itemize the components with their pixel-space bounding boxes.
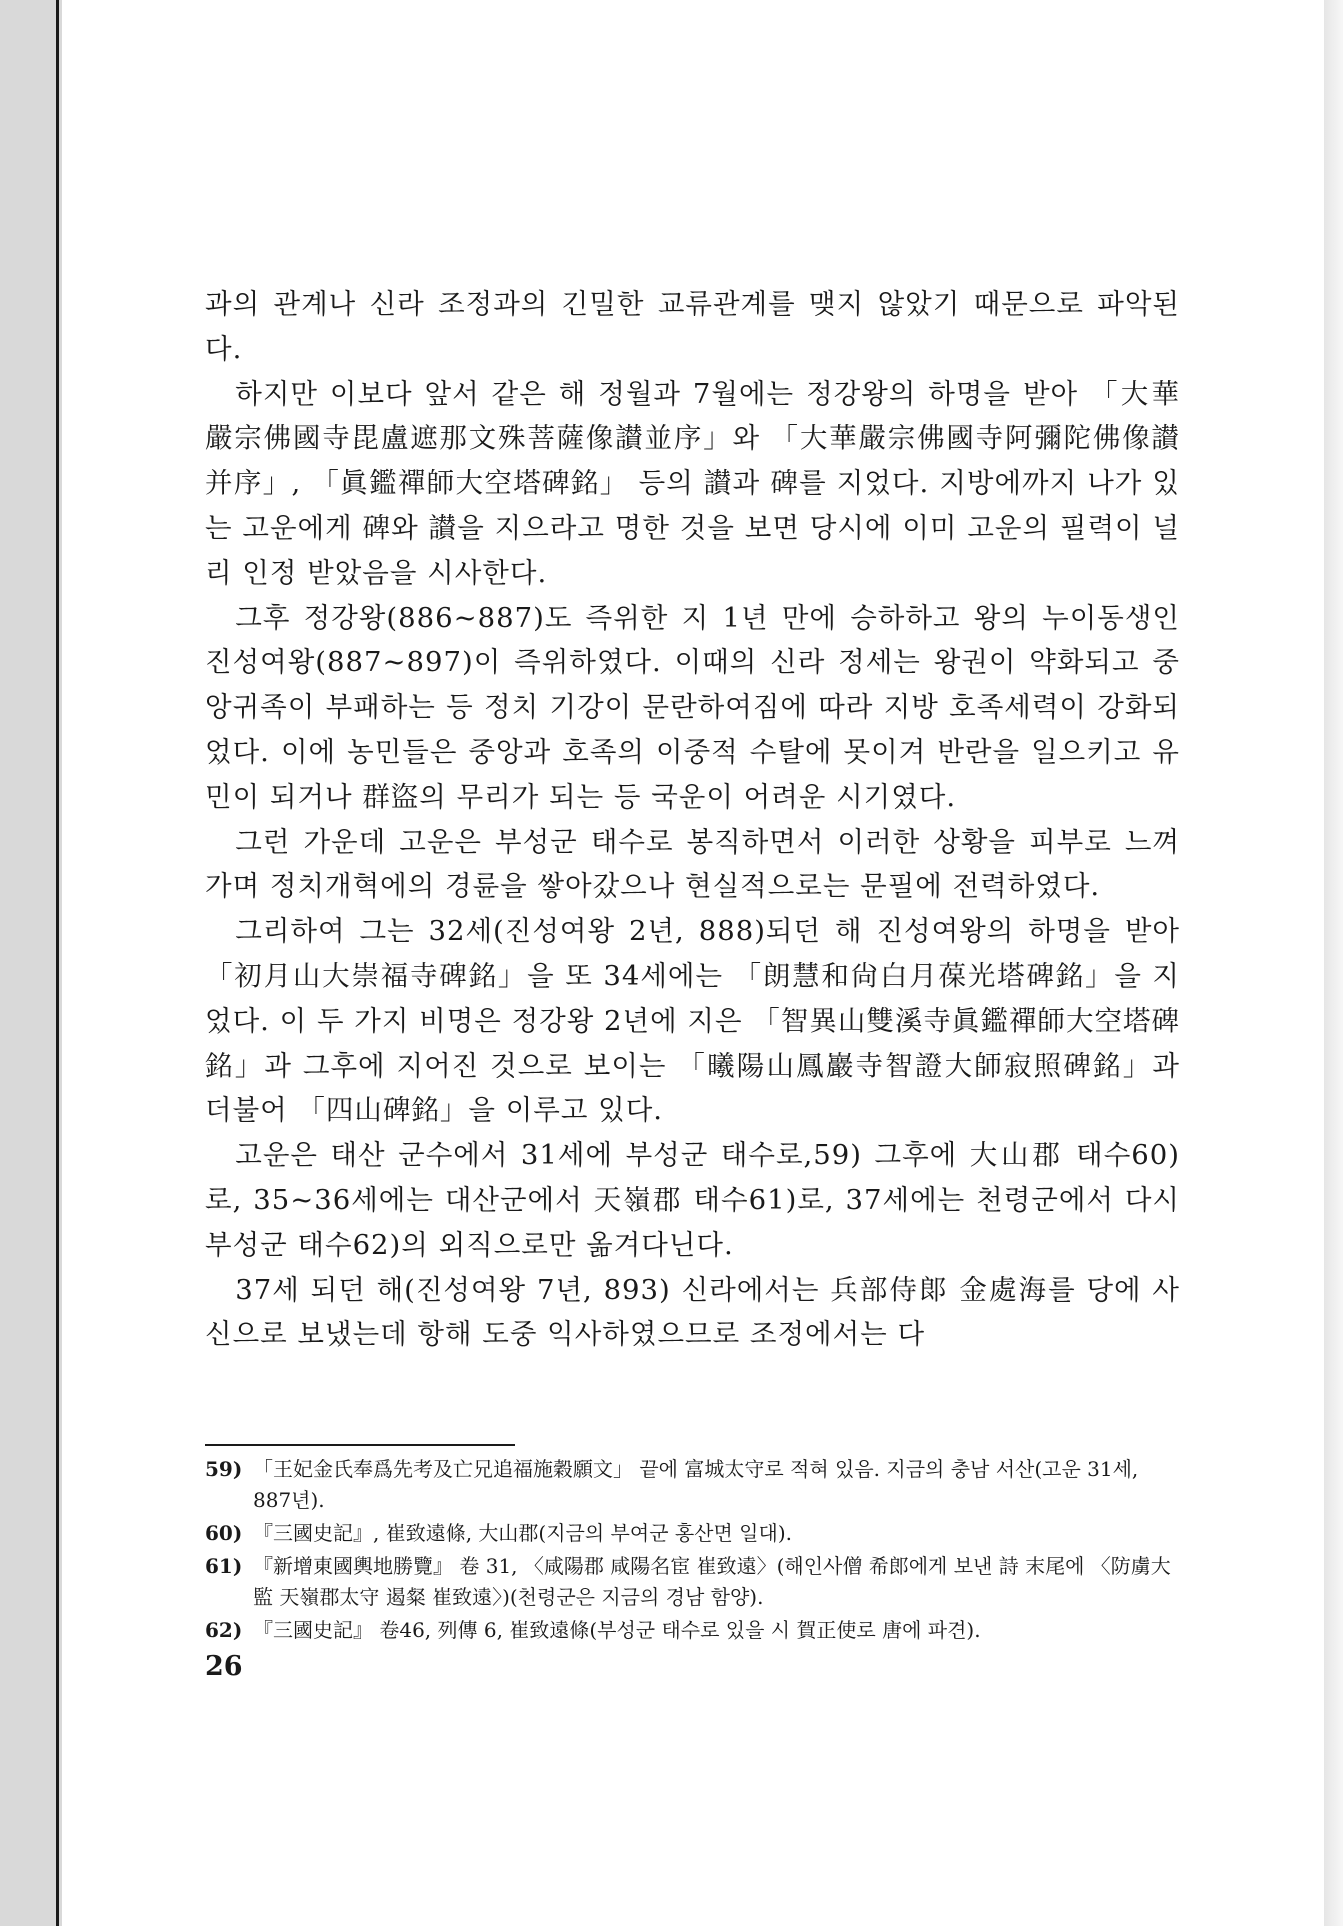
paragraph: 과의 관계나 신라 조정과의 긴밀한 교류관계를 맺지 않았기 때문으로 파악된다. [205,288,1180,365]
paragraph: 그리하여 그는 32세(진성여왕 2년, 888)되던 해 진성여왕의 하명을 받아 「初月山大崇福寺碑銘」을 또 34세에는 「朗慧和尙白月葆光塔碑銘」을 지었다. 이 두 가지 비명은 정강왕 2년에 지은 「智異山雙溪寺眞鑑禪師大空塔碑銘」과 그후에 지어진 것으로 보이는 「曦陽山鳳巖寺智證大師寂照碑銘」과 더불어 「四山碑銘」을 이루고 있다. [205,915,1180,1127]
book-right-edge [1324,0,1343,1926]
footnote [205,1518,1180,1549]
footnote-text: 「王妃金氏奉爲先考及亡兄追福施穀願文」 끝에 富城太守로 적혀 있음. 지금의 충남 서산(고운 31세, 887년). [253,1457,1139,1512]
footnote-text: 『新增東國輿地勝覽』 卷 31, 〈咸陽郡 咸陽名宦 崔致遠〉(해인사僧 希郎에게 보낸 詩 末尾에 〈防虜大監 天嶺郡太守 遏粲 崔致遠〉)(천령군은 지금의 경남 함양). [253,1554,1171,1609]
footnote-number: 60) [205,1521,243,1545]
footnote [205,1551,1180,1613]
book-left-edge [0,0,62,1926]
footnote-text: 『三國史記』, 崔致遠條, 大山郡(지금의 부여군 홍산면 일대). [253,1521,792,1545]
footnote [205,1454,1180,1516]
footnotes [205,1454,1180,1648]
footnote-divider [205,1444,515,1446]
paragraph: 그후 정강왕(886~887)도 즉위한 지 1년 만에 승하하고 왕의 누이동생인 진성여왕(887~897)이 즉위하였다. 이때의 신라 정세는 왕권이 약화되고 중앙귀족이 부패하는 등 정치 기강이 문란하여짐에 따라 지방 호족세력이 강화되었다. 이에 농민들은 중앙과 호족의 이중적 수탈에 못이겨 반란을 일으키고 유민이 되거나 群盜의 무리가 되는 등 국운이 어려운 시기였다. [205,601,1180,813]
page-border-line [56,0,59,1926]
paragraph: 그런 가운데 고운은 부성군 태수로 봉직하면서 이러한 상황을 피부로 느껴 가며 정치개혁에의 경륜을 쌓아갔으나 현실적으로는 문필에 전력하였다. [205,825,1180,903]
footnote-number: 62) [205,1618,243,1642]
footnote-number: 59) [205,1457,243,1481]
paragraph: 37세 되던 해(진성여왕 7년, 893) 신라에서는 兵部侍郞 金處海를 당에 사신으로 보냈는데 항해 도중 익사하였으므로 조정에서는 다 [205,1273,1180,1351]
footnote [205,1615,1180,1646]
body-text [205,282,1180,1357]
page-number: 26 [205,1651,243,1682]
paragraph: 하지만 이보다 앞서 같은 해 정월과 7월에는 정강왕의 하명을 받아 「大華嚴宗佛國寺毘盧遮那文殊菩薩像讃並序」와 「大華嚴宗佛國寺阿彌陀佛像讃并序」, 「眞鑑禪師大空塔碑銘」 등의 讃과 碑를 지었다. 지방에까지 나가 있는 고운에게 碑와 讃을 지으라고 명한 것을 보면 당시에 이미 고운의 필력이 널리 인정 받았음을 시사한다. [205,377,1180,589]
footnote-text: 『三國史記』 卷46, 列傳 6, 崔致遠條(부성군 태수로 있을 시 賀正使로 唐에 파견). [253,1618,981,1642]
footnote-number: 61) [205,1554,243,1578]
paragraph: 고운은 태산 군수에서 31세에 부성군 태수로,59) 그후에 大山郡 태수60)로, 35~36세에는 대산군에서 天嶺郡 태수61)로, 37세에는 천령군에서 다시 부성군 태수62)의 외직으로만 옮겨다닌다. [205,1139,1180,1261]
